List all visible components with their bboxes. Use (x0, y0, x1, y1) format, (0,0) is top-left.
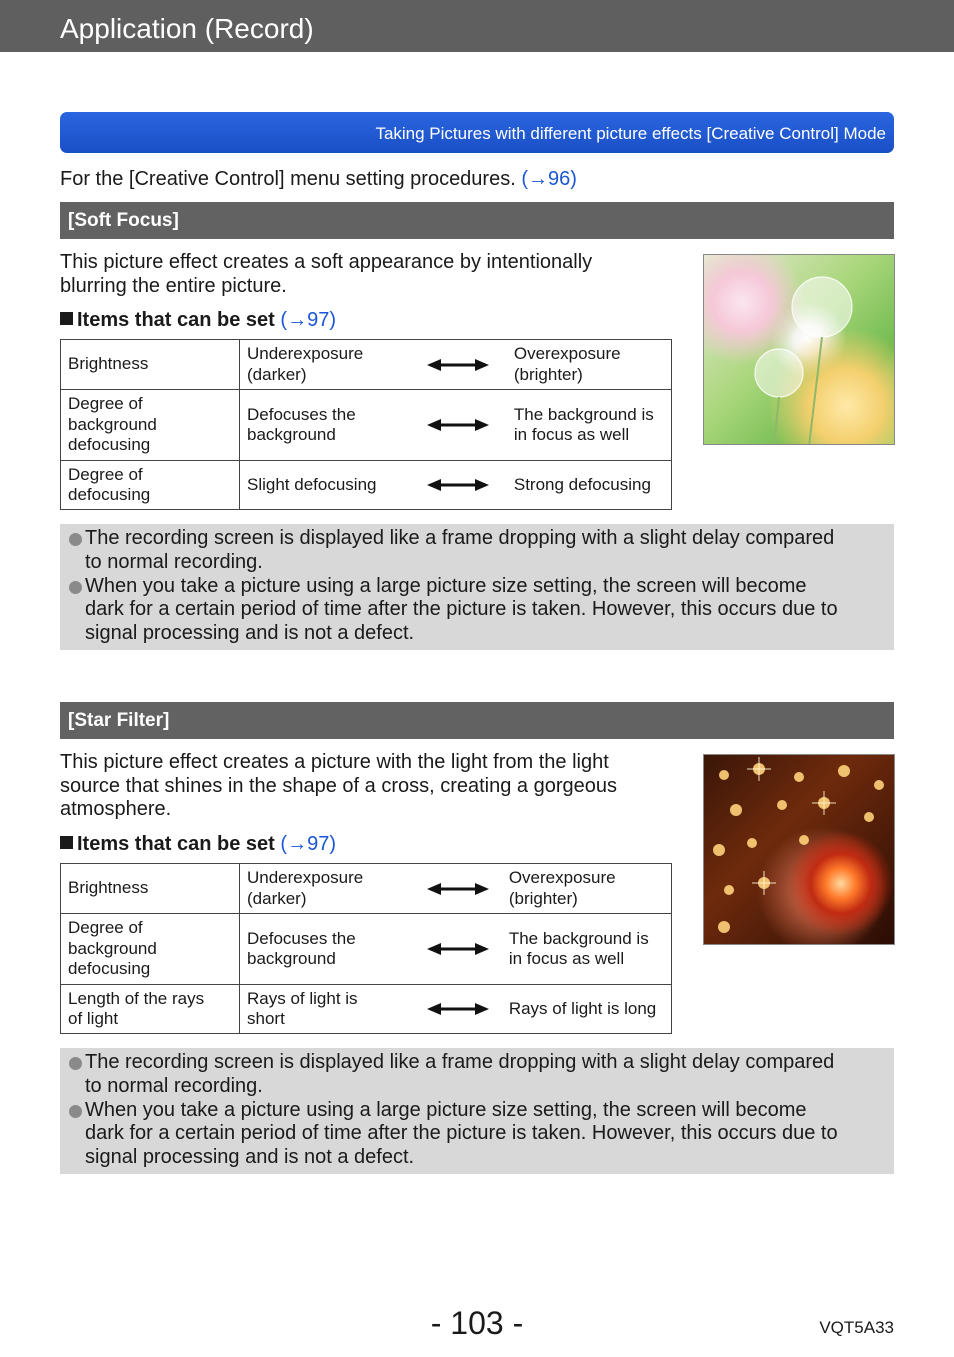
description-line: This picture effect creates a picture with the light from the light (60, 751, 609, 773)
section-heading-soft-focus (60, 202, 894, 239)
range-right-line: in focus as well (508, 949, 625, 968)
range-left-line: (darker) (247, 364, 307, 384)
breadcrumb[interactable] (60, 112, 894, 153)
settings-table (60, 339, 672, 510)
range-left-line: Slight defocusing (247, 474, 377, 494)
double-arrow-icon (427, 941, 489, 957)
range-right-cell (514, 461, 672, 510)
item-cell (61, 985, 240, 1034)
note-line: to normal recording. (85, 550, 263, 573)
range-right-line: (brighter) (513, 364, 583, 384)
range-right-line: The background is (508, 928, 649, 948)
item-cell (61, 914, 240, 985)
range-left-cell (240, 985, 509, 1034)
range-left-cell (240, 864, 509, 914)
item-line: defocusing (68, 485, 151, 504)
items-ref-link[interactable]: (→97) (280, 833, 336, 855)
notes-box (60, 1048, 894, 1174)
description-line: source that shines in the shape of a cross, creating a gorgeous (60, 774, 618, 797)
item-line: defocusing (68, 959, 151, 979)
page-number: - 103 - (430, 1305, 524, 1341)
range-left-line: Underexposure (247, 868, 364, 887)
section-description (60, 751, 660, 822)
items-heading (60, 309, 336, 332)
square-bullet-icon (60, 836, 73, 849)
items-label: Items that can be set (77, 309, 275, 331)
range-right-cell (509, 864, 672, 914)
range-right-line: (brighter) (508, 888, 578, 908)
item-cell (61, 340, 240, 390)
range-left-cell (240, 461, 514, 510)
section-description (60, 251, 660, 298)
double-arrow-icon (427, 477, 489, 493)
section-heading-text: [Soft Focus] (68, 210, 179, 231)
range-right-cell (514, 390, 672, 461)
notes-box (60, 524, 894, 650)
double-arrow-icon (427, 881, 489, 897)
range-right-line: Strong defocusing (513, 474, 651, 494)
range-left-line: background (247, 949, 336, 968)
table-row (61, 461, 672, 510)
intro-text (60, 168, 577, 191)
range-right-line: in focus as well (513, 425, 630, 444)
range-right-cell (509, 914, 672, 985)
description-line: blurring the entire picture. (60, 274, 287, 297)
table-row (61, 985, 672, 1034)
note-line: signal processing and is not a defect. (85, 622, 415, 645)
item-line: background (68, 938, 157, 958)
items-ref-link[interactable]: (→97) (280, 309, 336, 331)
breadcrumb-text[interactable]: Taking Pictures with different picture effects [Creative Control] Mode (375, 124, 886, 143)
range-right-line: The background is (513, 404, 654, 424)
range-left-line: Defocuses the (247, 404, 356, 424)
table-row (61, 340, 672, 390)
document-code: VQT5A33 (819, 1318, 894, 1337)
section-heading-text: [Star Filter] (68, 710, 170, 731)
note-item (69, 575, 884, 646)
range-left-line: (darker) (247, 888, 307, 908)
note-item (69, 1051, 884, 1099)
table-row (61, 864, 672, 914)
item-line: background (68, 414, 157, 434)
description-line: This picture effect creates a soft appearance by intentionally (60, 251, 593, 273)
item-cell (61, 461, 240, 510)
range-left-line: Defocuses the (247, 928, 356, 948)
note-line: to normal recording. (85, 1074, 263, 1097)
range-left-line: short (247, 1009, 285, 1028)
range-right-cell (509, 985, 672, 1034)
square-bullet-icon (60, 312, 73, 325)
intro-sentence: For the [Creative Control] menu setting procedures. (60, 168, 516, 190)
top-bar (0, 0, 954, 52)
item-line: defocusing (68, 435, 151, 455)
note-line: dark for a certain period of time after the picture is taken. However, this occurs due to (85, 1122, 838, 1145)
item-line: Brightness (68, 878, 149, 898)
range-left-line: background (247, 425, 336, 444)
note-item (69, 1099, 884, 1170)
intro-ref-link[interactable]: (→96) (521, 168, 577, 190)
range-left-line: Underexposure (247, 344, 364, 363)
range-left-cell (240, 914, 509, 985)
note-item (69, 527, 884, 575)
page-title: Application (Record) (60, 13, 314, 44)
star-filter-sample-photo (703, 754, 895, 945)
item-line: Length of the rays (68, 988, 205, 1008)
item-cell (61, 864, 240, 914)
items-label: Items that can be set (77, 833, 275, 855)
description-line: atmosphere. (60, 798, 172, 820)
item-line: of light (68, 1009, 119, 1028)
note-line: The recording screen is displayed like a frame dropping with a slight delay compared (85, 1051, 835, 1073)
range-left-line: Rays of light is (247, 988, 358, 1008)
double-arrow-icon (427, 357, 489, 373)
range-right-line: Overexposure (513, 344, 621, 363)
item-line: Brightness (68, 354, 149, 374)
range-left-cell (240, 390, 514, 461)
range-right-line: Overexposure (508, 868, 616, 887)
item-line: Degree of (68, 464, 143, 484)
soft-focus-sample-photo (703, 254, 895, 445)
note-line: When you take a picture using a large picture size setting, the screen will become (85, 574, 807, 597)
item-line: Degree of (68, 394, 143, 414)
range-left-cell (240, 340, 514, 390)
note-line: The recording screen is displayed like a frame dropping with a slight delay compared (85, 527, 835, 549)
starburst-lights-illustration (704, 755, 895, 945)
note-line: When you take a picture using a large picture size setting, the screen will become (85, 1098, 807, 1121)
range-right-cell (514, 340, 672, 390)
range-right-line: Rays of light is long (508, 998, 657, 1018)
note-line: signal processing and is not a defect. (85, 1146, 415, 1169)
note-line: dark for a certain period of time after the picture is taken. However, this occurs due to (85, 598, 838, 621)
dandelion-illustration (704, 255, 895, 445)
items-heading (60, 833, 336, 856)
double-arrow-icon (427, 417, 489, 433)
section-heading-star-filter (60, 702, 894, 739)
table-row (61, 390, 672, 461)
double-arrow-icon (427, 1001, 489, 1017)
item-line: Degree of (68, 918, 143, 938)
item-cell (61, 390, 240, 461)
settings-table (60, 863, 672, 1034)
table-row (61, 914, 672, 985)
